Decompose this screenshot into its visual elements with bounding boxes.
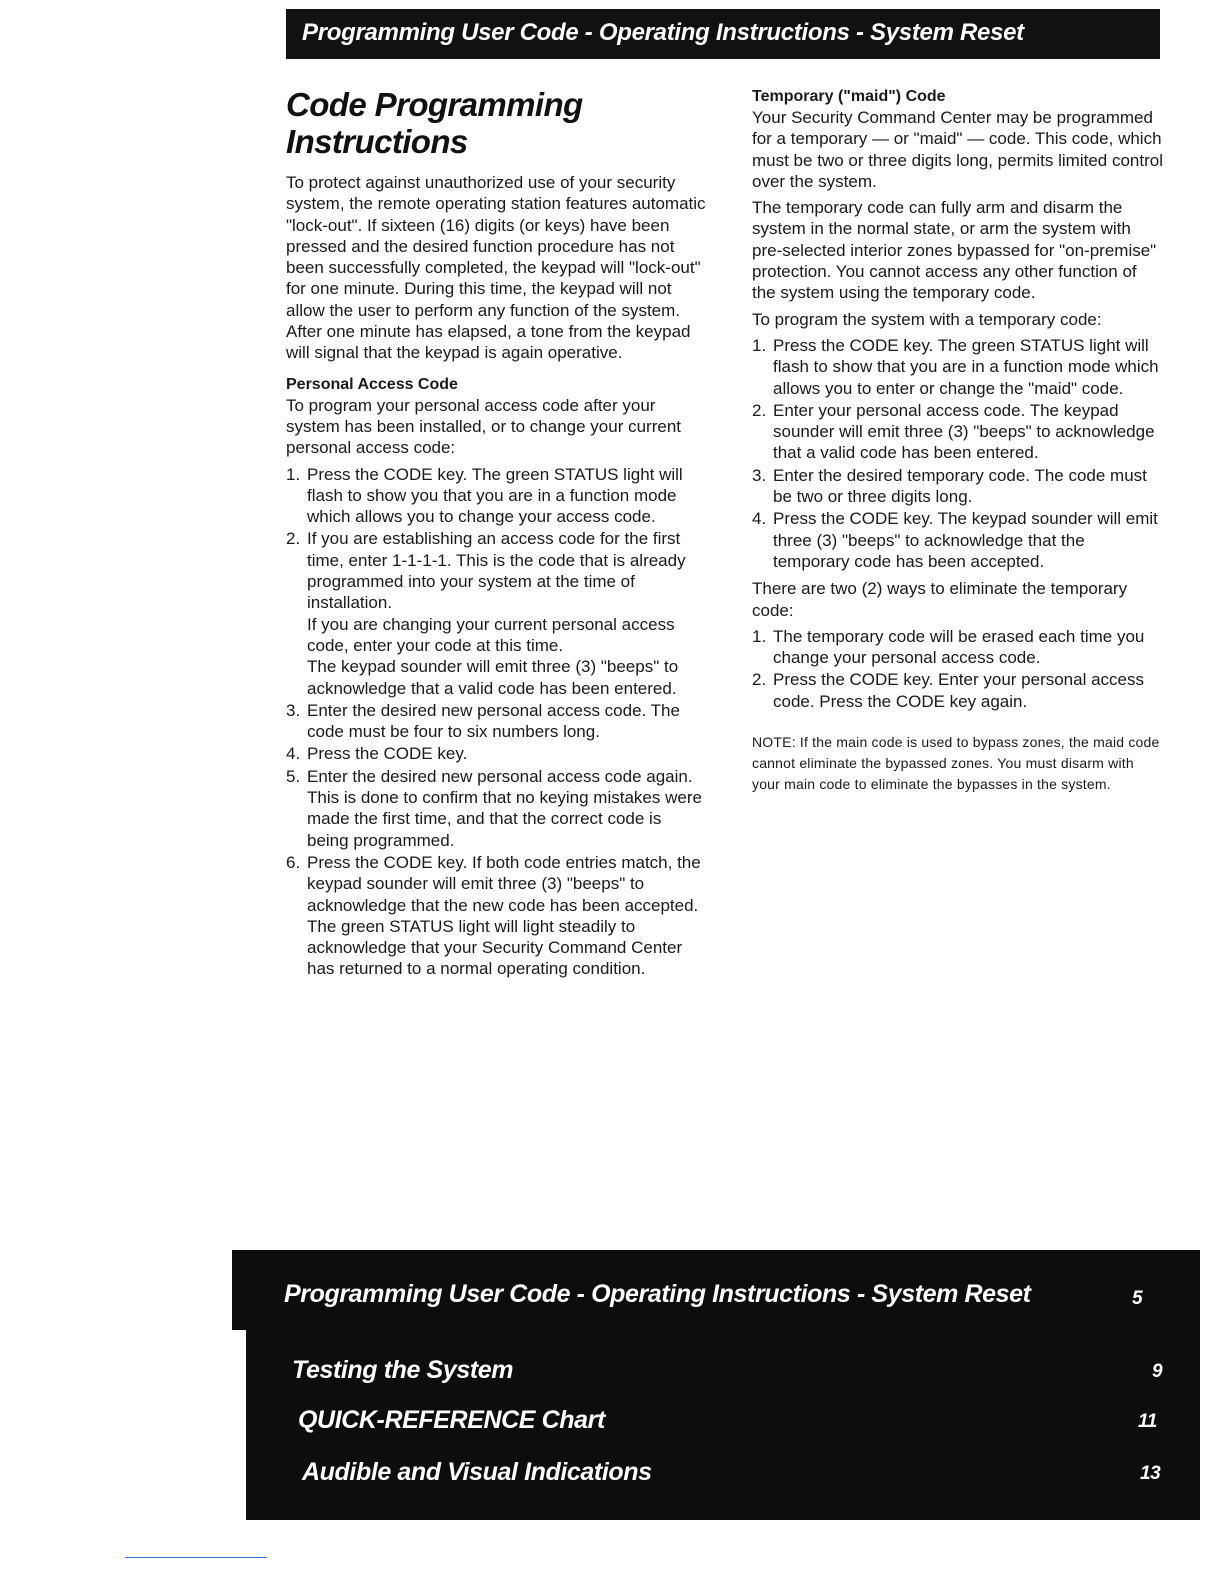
step-number: 2. bbox=[752, 400, 767, 420]
step-item bbox=[752, 508, 1164, 572]
step-number: 3. bbox=[752, 465, 767, 485]
elimination-paragraph: There are two (2) ways to eliminate the temporary code: bbox=[752, 579, 1128, 620]
temporary-code-paragraph: Your Security Command Center may be programmed for a temporary — or "maid" — code. This code, which must be two or three digits long, permits limited control over the system. bbox=[752, 108, 1164, 191]
temporary-code-steps bbox=[752, 335, 1164, 572]
temporary-code-paragraph: To program the system with a temporary code: bbox=[752, 309, 1102, 329]
step-text: Press the CODE key. The green STATUS light will flash to show you that you are in a function mode which allows you to change your access code. bbox=[307, 464, 683, 527]
step-item bbox=[286, 852, 706, 980]
page-title bbox=[286, 86, 706, 160]
step-text: Enter the desired new personal access code. The code must be four to six numbers long. bbox=[307, 700, 680, 742]
step-number: 2. bbox=[752, 670, 767, 690]
tab-notch bbox=[232, 1330, 246, 1520]
step-item bbox=[752, 465, 1164, 508]
page-title-line2: Instructions bbox=[286, 123, 468, 160]
banner-title: Programming User Code - Operating Instructions - System Reset bbox=[302, 19, 1024, 46]
section-tabs bbox=[232, 1250, 1200, 1520]
step-item bbox=[286, 464, 706, 528]
step-text: If you are establishing an access code for the first time, enter 1-1-1-1. This is the code that is already programmed into your system at the time of installation. bbox=[307, 529, 686, 613]
step-number: 1. bbox=[752, 626, 767, 646]
step-text: Enter the desired temporary code. The code must be two or three digits long. bbox=[773, 465, 1147, 507]
intro-paragraph: To protect against unauthorized use of your security system, the remote operating station features automatic "lock-out". If sixteen (16) digits (or keys) have been pressed and the desired function procedure has not been successfully completed, the keypad will "lock-out" for one minute. During this time, the keypad will not allow the user to perform any function of the system. After one minute has elapsed, a tone from the keypad will signal that the keypad is again operative. bbox=[286, 173, 706, 363]
step-text: Enter your personal access code. The keypad sounder will emit three (3) "beeps" to acknowledge that a valid code has been entered. bbox=[773, 400, 1155, 463]
left-column bbox=[286, 86, 706, 986]
temporary-code-heading: Temporary ("maid") Code bbox=[752, 88, 946, 105]
step-number: 6. bbox=[286, 852, 301, 872]
personal-access-intro: To program your personal access code after your system has been installed, or to change your current personal access code: bbox=[286, 395, 681, 458]
top-banner bbox=[286, 9, 1160, 59]
step-number: 2. bbox=[286, 529, 301, 549]
toc-page: 5 bbox=[1132, 1288, 1143, 1309]
step-text: Enter the desired new personal access code again. This is done to confirm that no keying mistakes were made the first time, and that the correct code is being programmed. bbox=[307, 766, 702, 850]
bottom-rule bbox=[125, 1557, 267, 1558]
step-item bbox=[286, 528, 706, 698]
step-item bbox=[752, 669, 1164, 712]
step-text: Press the CODE key. The keypad sounder will emit three (3) "beeps" to acknowledge that the temporary code has been accepted. bbox=[773, 509, 1158, 571]
step-extra-text: If you are changing your current personal access code, enter your code at this time. bbox=[307, 614, 675, 655]
step-text: Press the CODE key. bbox=[307, 744, 468, 764]
personal-access-code-heading: Personal Access Code bbox=[286, 375, 458, 393]
step-number: 5. bbox=[286, 766, 301, 786]
note-text: NOTE: If the main code is used to bypass zones, the maid code cannot eliminate the bypassed zones. You must disarm with your main code to eliminate the bypasses in the system. bbox=[752, 734, 1160, 793]
step-item bbox=[752, 626, 1164, 669]
toc-title: Audible and Visual Indications bbox=[302, 1458, 652, 1486]
step-item bbox=[286, 700, 706, 743]
step-text: The temporary code will be erased each time you change your personal access code. bbox=[773, 626, 1145, 668]
step-number: 3. bbox=[286, 700, 301, 720]
step-number: 4. bbox=[286, 744, 301, 764]
step-item bbox=[752, 335, 1164, 399]
step-number: 4. bbox=[752, 509, 767, 529]
toc-page: 11 bbox=[1138, 1411, 1157, 1432]
toc-page: 9 bbox=[1152, 1361, 1163, 1382]
toc-page: 13 bbox=[1140, 1463, 1161, 1484]
step-text: Press the CODE key. Enter your personal access code. Press the CODE key again. bbox=[773, 670, 1145, 711]
step-text: Press the CODE key. If both code entries match, the keypad sounder will emit three (3) "beeps" to acknowledge that the new code has been accepted. bbox=[307, 852, 701, 915]
toc-title: QUICK-REFERENCE Chart bbox=[298, 1406, 605, 1434]
right-column bbox=[752, 86, 1164, 795]
step-item bbox=[752, 400, 1164, 464]
step-extra-text: The keypad sounder will emit three (3) "beeps" to acknowledge that a valid code has been entered. bbox=[307, 657, 679, 698]
temporary-code-paragraph: The temporary code can fully arm and disarm the system in the normal state, or arm the system with pre-selected interior zones bypassed for "on-premise" protection. You cannot access any other function of the system using the temporary code. bbox=[752, 198, 1157, 303]
page-title-line1: Code Programming bbox=[286, 86, 583, 123]
step-item bbox=[286, 743, 706, 764]
step-extra-text: The green STATUS light will light steadily to acknowledge that your Security Command Center has returned to a normal operating condition. bbox=[307, 916, 683, 979]
elimination-steps bbox=[752, 626, 1164, 712]
tab-divider bbox=[0, 1330, 40, 1332]
toc-title: Programming User Code - Operating Instructions - System Reset bbox=[284, 1280, 1031, 1308]
personal-code-steps bbox=[286, 464, 706, 980]
step-number: 1. bbox=[752, 335, 767, 355]
toc-title: Testing the System bbox=[292, 1356, 514, 1384]
step-text: Press the CODE key. The green STATUS light will flash to show that you are in a function mode which allows you to enter or change the "maid" code. bbox=[773, 335, 1159, 398]
step-number: 1. bbox=[286, 464, 301, 484]
step-item bbox=[286, 766, 706, 851]
